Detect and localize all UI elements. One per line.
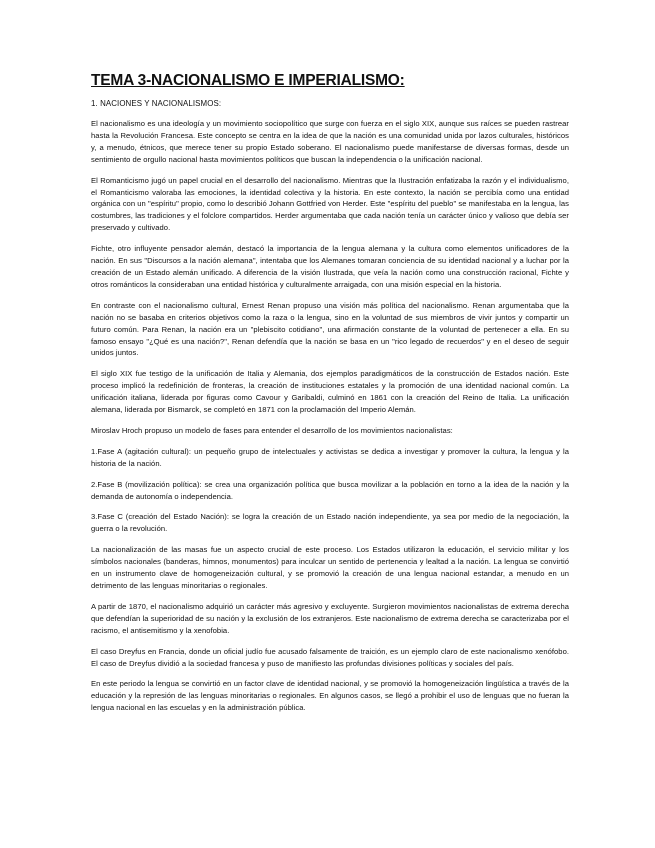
paragraph-intro: El nacionalismo es una ideología y un movimiento sociopolítico que surge con fuerza en el siglo XIX, aunque sus raíces se pueden rastrear hasta la Revolución Francesa. Este concepto se centra en la idea de que la nación es una comunidad unida por lazos culturales, históricos y, a menudo, étnicos, que merece tener su propio Estado soberano. El nacionalismo puede manifestarse de diversas formas, desde un sentimiento de orgullo nacional hasta movimientos políticos que buscan la independencia o la unificación nacional. [91,119,569,164]
paragraph-unification: El siglo XIX fue testigo de la unificación de Italia y Alemania, dos ejemplos paradigmáticos de la construcción de Estados nación. Este proceso implicó la redefinición de fronteras, la creación de instituciones estatales y la promoción de una identidad nacional común. La unificación italiana, liderada por figuras como Cavour y Garibaldi, culminó en 1861 con la creación del Reino de Italia. La unificación alemana, liderada por Bismarck, se completó en 1871 con la proclamación del Imperio Alemán. [91,369,569,415]
document-title: TEMA 3-NACIONALISMO E IMPERIALISMO: [91,72,405,89]
paragraph-renan: En contraste con el nacionalismo cultural, Ernest Renan propuso una visión más política del nacionalismo. Renan argumentaba que la nación no se basaba en criterios objetivos como la raza o la lengua, sino en la voluntad de sus miembros de vivir juntos y compartir un futuro común. Para Renan, la nación era un "plebiscito cotidiano", una afirmación constante de la voluntad de pertenecer a ella. En su famoso ensayo "¿Qué es una nación?", Renan defendía que la nación se basa en un "rico legado de recuerdos" y en el deseo de seguir unidos juntos. [91,300,569,358]
paragraph-phase-c: 3.Fase C (creación del Estado Nación): se logra la creación de un Estado nación independiente, ya sea por medio de la negociación, la guerra o la revolución. [91,512,569,534]
paragraph-phase-b: 2.Fase B (movilización política): se crea una organización política que busca movilizar a la población en torno a la idea de la nación y la demanda de autonomía o independencia. [91,479,569,501]
paragraph-phase-a: 1.Fase A (agitación cultural): un pequeño grupo de intelectuales y activistas se dedica a investigar y promover la cultura, la lengua y la historia de la nación. [91,446,569,468]
paragraph-romanticism: El Romanticismo jugó un papel crucial en el desarrollo del nacionalismo. Mientras que la Ilustración enfatizaba la razón y el individualismo, el Romanticismo valoraba las emociones, la identidad colectiva y la historia. En este contexto, la nación se percibía como una entidad orgánica con un "espíritu" propio, como lo describió Johann Gottfried von Herder. Este "espíritu del pueblo" se manifestaba en la lengua, las costumbres, las tradiciones y el folclore compartidos. Herder argumentaba que cada nación tenía un carácter único y valioso que debía ser preservado y cultivado. [91,175,569,233]
paragraph-fichte: Fichte, otro influyente pensador alemán, destacó la importancia de la lengua alemana y la cultura como elementos unificadores de la nación. En sus "Discursos a la nación alemana", intentaba que los Alemanes tomaran conciencia de su identidad nacional y a luchar por la creación de un Estado alemán unificado. A diferencia de la visión Ilustrada, que veía la nación como una construcción racional, Fichte y otros románticos la consideraban una entidad histórica y culturalmente arraigada, con una misión especial en la historia. [91,244,569,289]
paragraph-aggressive-nationalism: A partir de 1870, el nacionalismo adquirió un carácter más agresivo y excluyente. Surgieron movimientos nacionalistas de extrema derecha que defendían la superioridad de su nación y la exclusión de los extranjeros. Este nacionalismo de extrema derecha se caracterizaba por el racismo, el antisemitismo y la xenofobia. [91,601,569,635]
document-page [91,72,569,723]
section-heading: 1. NACIONES Y NACIONALISMOS: [91,99,222,108]
paragraph-language: En este periodo la lengua se convirtió en un factor clave de identidad nacional, y se promovió la homogeneización lingüística a través de la educación y la represión de las lenguas minoritarias o regionales. En algunos casos, se llegó a prohibir el uso de lenguas que no fueran la lengua nacional en las escuelas y en la administración pública. [91,679,569,713]
paragraph-nationalization-masses: La nacionalización de las masas fue un aspecto crucial de este proceso. Los Estados utilizaron la educación, el servicio militar y los símbolos nacionales (banderas, himnos, monumentos) para inculcar un sentido de pertenencia y lealtad a la nación. La lengua se convirtió en un instrumento clave de homogeneización cultural, y se promovió la creación de una lengua nacional estandar, a menudo en un detrimento de las lenguas minoritarias o regionales. [91,545,569,590]
paragraph-dreyfus: El caso Dreyfus en Francia, donde un oficial judío fue acusado falsamente de traición, es un ejemplo claro de este nacionalismo xenófobo. El caso de Dreyfus dividió a la sociedad francesa y puso de manifiesto las profundas divisiones políticas y sociales del país. [91,646,569,668]
paragraph-hroch-intro: Miroslav Hroch propuso un modelo de fases para entender el desarrollo de los movimientos nacionalistas: [91,425,453,435]
